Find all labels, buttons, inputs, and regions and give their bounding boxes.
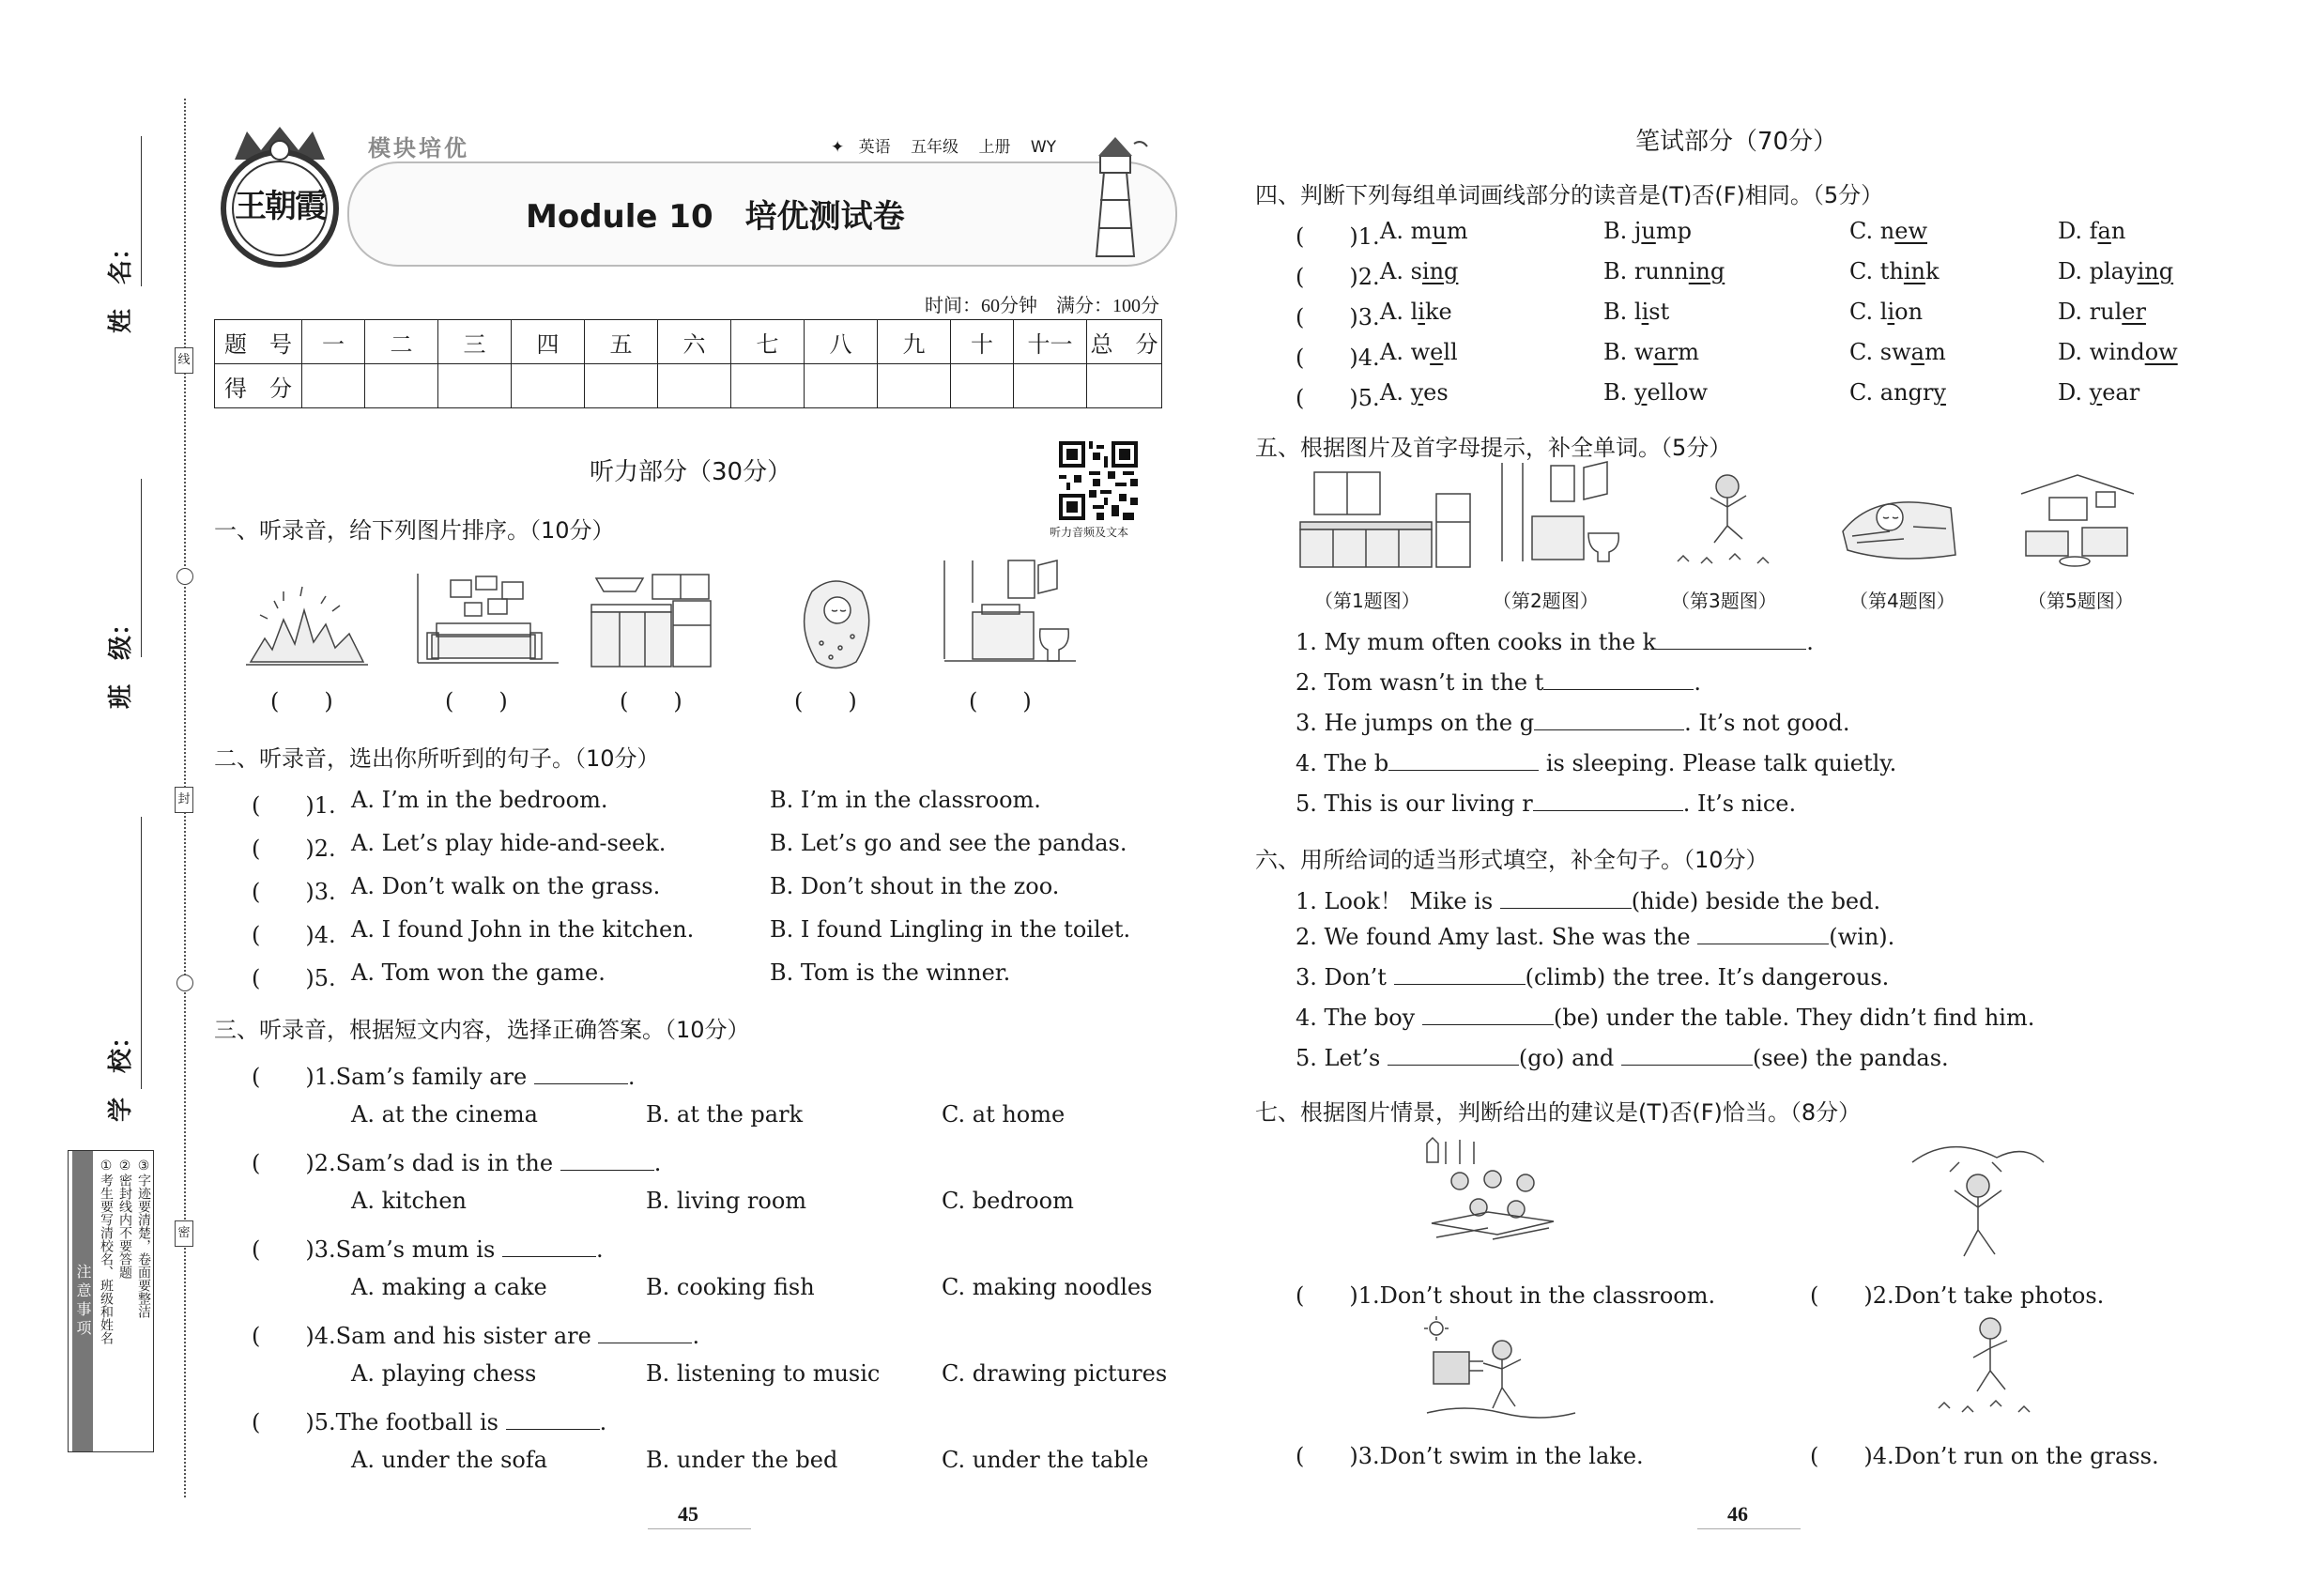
s6-q5-blank-2[interactable] xyxy=(1621,1044,1753,1066)
s4-q4-d-pre: D. wind xyxy=(2058,339,2145,365)
score-col-7: 七 xyxy=(731,320,805,364)
s4-q4-b xyxy=(1603,339,1699,365)
s6-q3 xyxy=(1296,963,1889,990)
s3-q3-end: . xyxy=(595,1236,604,1263)
s4-q4-c-post: m xyxy=(1924,339,1946,365)
s5-q3-blank[interactable] xyxy=(1534,709,1684,730)
binding-margin xyxy=(0,0,191,1596)
qr-code[interactable] xyxy=(1059,441,1138,520)
s4-q4-a-ul: e xyxy=(1430,339,1444,365)
s3-q1-stem xyxy=(252,1058,635,1091)
notice-title: 注意事项 xyxy=(72,1151,93,1451)
s6-q4-post: under the table. They didn’t find him. xyxy=(1605,1005,2035,1031)
s4-q5-a-post: es xyxy=(1423,379,1449,406)
s3-q5-c: C. under the table xyxy=(942,1447,1149,1473)
s5-pic-label-1: （第1题图） xyxy=(1314,590,1420,612)
s4-q1-b-post: mp xyxy=(1655,218,1692,244)
s4-q5-a-pre: A. xyxy=(1380,379,1411,406)
s5-q1-blank[interactable] xyxy=(1656,628,1806,650)
s1-title: 一、听录音，给下列图片排序。（10分） xyxy=(214,517,615,544)
s3-q1-no[interactable]: ( )1. xyxy=(252,1064,336,1090)
s4-q1-c xyxy=(1849,218,1927,244)
seal-dot-2 xyxy=(176,974,193,991)
s4-q5-b xyxy=(1603,379,1708,406)
s5-pic-label-3: （第3题图） xyxy=(1671,590,1777,612)
s7-q4-text: Don’t run on the grass. xyxy=(1894,1443,2159,1469)
s6-q5-hint2: (see) xyxy=(1752,1045,1809,1071)
s6-q1-hint: (hide) xyxy=(1631,888,1699,914)
score-col-11: 十一 xyxy=(1014,320,1087,364)
s4-q4-b-ul: ar xyxy=(1653,339,1679,365)
s4-q2-a-ul: ing xyxy=(1421,258,1459,284)
s3-q2-no[interactable]: ( )2. xyxy=(252,1150,336,1176)
score-cell[interactable] xyxy=(731,364,805,408)
meta-bar xyxy=(831,133,1056,157)
s4-title: 四、判断下列每组单词画线部分的读音是(T)否(F)相同。（5分） xyxy=(1255,182,1884,208)
listening-title: 听力部分（30分） xyxy=(590,458,792,486)
s3-q1-end: . xyxy=(627,1064,636,1090)
s2-title: 二、听录音，选出你所听到的句子。（10分） xyxy=(214,745,660,772)
s6-q5-post: the pandas. xyxy=(1815,1045,1949,1071)
s3-q5-a: A. under the sofa xyxy=(351,1447,548,1473)
s6-q2 xyxy=(1296,923,1894,950)
score-cell[interactable] xyxy=(658,364,731,408)
s2-q4-b: B. I found Lingling in the toilet. xyxy=(770,916,1131,943)
s4-q4-d-ul: ow xyxy=(2144,339,2178,365)
s4-q2-no[interactable]: ( )2. xyxy=(1296,264,1380,290)
s5-q2-post: . xyxy=(1694,669,1702,696)
logo xyxy=(214,122,345,268)
s6-q5-pre: 5. Let’s xyxy=(1296,1045,1381,1071)
meta-subject: 英语 xyxy=(858,138,891,157)
s4-q3-a-post: ke xyxy=(1424,299,1452,325)
s6-q4-pre: 4. The boy xyxy=(1296,1005,1416,1031)
s6-q5-mid: and xyxy=(1572,1045,1615,1071)
s5-q5 xyxy=(1296,790,1796,817)
s6-q5-blank-1[interactable] xyxy=(1388,1044,1519,1066)
s5-q5-blank[interactable] xyxy=(1533,790,1683,811)
s4-q3-c xyxy=(1849,299,1923,325)
s4-q5-d xyxy=(2058,379,2139,406)
s3-q2-b: B. living room xyxy=(646,1188,807,1214)
s7-q2 xyxy=(1810,1277,2104,1310)
seal-dot-1 xyxy=(176,568,193,585)
s7-q2-text: Don’t take photos. xyxy=(1894,1282,2105,1309)
s6-q2-post: . xyxy=(1887,924,1895,950)
s7-q3-text: Don’t swim in the lake. xyxy=(1379,1443,1644,1469)
meta-edition: WY xyxy=(1030,138,1057,157)
s4-q3-a-ul: i xyxy=(1418,299,1425,325)
pic-bathroom xyxy=(935,556,1076,677)
s7-q4 xyxy=(1810,1437,2159,1470)
s4-q2-d-pre: D. play xyxy=(2058,258,2138,284)
s5-q4-post: is sleeping. Please talk quietly. xyxy=(1545,750,1897,776)
s3-q3-stem xyxy=(252,1231,604,1264)
score-col-4: 四 xyxy=(512,320,585,364)
s4-q1-d xyxy=(2058,218,2125,244)
score-cell[interactable] xyxy=(512,364,585,408)
s4-q1-a-ul: u xyxy=(1432,218,1447,244)
s2-q5-a: A. Tom won the game. xyxy=(351,959,606,986)
s1-bracket-2[interactable]: ( ) xyxy=(445,688,508,714)
s1-bracket-5[interactable]: ( ) xyxy=(969,688,1032,714)
pic-living-room xyxy=(399,569,559,676)
s2-q1-b: B. I’m in the classroom. xyxy=(770,787,1041,813)
s4-q5-c xyxy=(1849,379,1946,406)
s5-q4 xyxy=(1296,749,1896,776)
s7-q4-no[interactable]: ( )4. xyxy=(1810,1443,1894,1469)
score-cell[interactable] xyxy=(585,364,658,408)
s7-pic-lake xyxy=(1422,1314,1577,1429)
s5-pic-label-4: （第4题图） xyxy=(1849,590,1955,612)
score-cell[interactable] xyxy=(302,364,365,408)
s2-q2-b: B. Let’s go and see the pandas. xyxy=(770,830,1127,856)
notice-box xyxy=(68,1150,154,1452)
s3-q4-b: B. listening to music xyxy=(646,1360,881,1387)
s3-q1-b: B. at the park xyxy=(646,1101,804,1128)
s4-q3-c-ul: i xyxy=(1887,299,1895,325)
s5-q3-pre: 3. He jumps on the g xyxy=(1296,710,1535,736)
s3-q4-no[interactable]: ( )4. xyxy=(252,1323,336,1349)
s5-q1-post: . xyxy=(1806,629,1814,655)
s5-q3-post: . It’s not good. xyxy=(1684,710,1850,736)
pic-fireworks xyxy=(246,582,368,675)
s4-q1-d-pre: D. f xyxy=(2058,218,2098,244)
logo-text: 王朝霞 xyxy=(235,190,325,224)
s3-q3-c: C. making noodles xyxy=(942,1274,1153,1300)
s3-q5-blank[interactable] xyxy=(506,1408,600,1430)
s1-bracket-1[interactable]: ( ) xyxy=(270,688,333,714)
class-line[interactable] xyxy=(141,479,142,657)
s7-title: 七、根据图片情景，判断给出的建议是(T)否(F)恰当。（8分） xyxy=(1255,1099,1862,1126)
score-col-1: 一 xyxy=(302,320,365,364)
s4-q1-b-pre: B. j xyxy=(1603,218,1642,244)
s6-title: 六、用所给词的适当形式填空，补全句子。（10分） xyxy=(1255,847,1769,873)
s4-q3-d-pre: D. rul xyxy=(2058,299,2123,325)
s4-q4-a-post: ll xyxy=(1443,339,1458,365)
s6-q4-hint: (be) xyxy=(1553,1005,1600,1031)
s4-q4-d xyxy=(2058,339,2178,365)
score-col-8: 八 xyxy=(805,320,878,364)
s4-q2-b-ul: ing xyxy=(1688,258,1725,284)
s3-q5-b: B. under the bed xyxy=(646,1447,838,1473)
s5-q5-post: . It’s nice. xyxy=(1682,790,1797,817)
s3-q2-a: A. kitchen xyxy=(351,1188,468,1214)
s4-q2-d-ul: ing xyxy=(2137,258,2174,284)
s6-q3-blank[interactable] xyxy=(1394,963,1526,985)
s2-q2-a: A. Let’s play hide-and-seek. xyxy=(351,830,667,856)
notice-item-2: ②密封线内不要答题 xyxy=(117,1159,132,1279)
score-cell[interactable] xyxy=(951,364,1014,408)
s4-q3-b-ul: i xyxy=(1641,299,1649,325)
page-title: Module 10 培优测试卷 xyxy=(526,198,905,236)
s4-q5-d-ul: y xyxy=(2089,379,2103,406)
s4-q4-c-pre: C. sw xyxy=(1849,339,1911,365)
s4-q5-b-post: ellow xyxy=(1647,379,1709,406)
s2-q2-no[interactable]: ( )2. xyxy=(252,836,336,862)
s4-q3-c-post: on xyxy=(1894,299,1924,325)
score-table-header-row xyxy=(215,320,1162,364)
page-ornament-left xyxy=(648,1528,751,1529)
s3-q4-stem xyxy=(252,1317,699,1350)
sparkle-icon: ✦ xyxy=(831,138,845,157)
name-label: 姓 名： xyxy=(107,235,135,333)
s4-q4-b-pre: B. w xyxy=(1603,339,1654,365)
s3-q1-a: A. at the cinema xyxy=(351,1101,538,1128)
s3-q4-a: A. playing chess xyxy=(351,1360,537,1387)
s3-q2-text: Sam’s dad is in the xyxy=(335,1150,554,1176)
score-col-2: 二 xyxy=(365,320,438,364)
s4-q2-c-post: k xyxy=(1925,258,1940,284)
s4-q5-a-ul: y xyxy=(1410,379,1424,406)
s5-pic-living-room xyxy=(2016,466,2139,575)
s2-q1-a: A. I’m in the bedroom. xyxy=(351,787,608,813)
s3-q3-blank[interactable] xyxy=(502,1235,596,1257)
score-row2-label: 得 分 xyxy=(215,364,302,408)
s4-q5-d-pre: D. xyxy=(2058,379,2090,406)
s5-q2-blank[interactable] xyxy=(1543,668,1694,690)
page-ornament-right xyxy=(1697,1528,1801,1529)
school-label: 学 校： xyxy=(107,1023,135,1122)
s5-pic-baby-bed xyxy=(1838,475,1960,573)
score-col-total: 总 分 xyxy=(1087,320,1162,364)
s5-pic-bathroom xyxy=(1495,458,1635,575)
s5-q4-pre: 4. The b xyxy=(1296,750,1389,776)
s3-q1-text: Sam’s family are xyxy=(335,1064,528,1090)
cut-mark-xian: 线 xyxy=(175,347,193,374)
s4-q1-a-post: m xyxy=(1446,218,1468,244)
s4-q2-c-pre: C. th xyxy=(1849,258,1904,284)
s7-q1-no[interactable]: ( )1. xyxy=(1296,1282,1380,1309)
class-label: 班 级： xyxy=(107,610,135,709)
score-cell[interactable] xyxy=(365,364,438,408)
score-cell[interactable] xyxy=(1087,364,1162,408)
s6-q4 xyxy=(1296,1004,2034,1031)
s3-q3-a: A. making a cake xyxy=(351,1274,547,1300)
s4-q1-a xyxy=(1380,218,1468,244)
s5-pic-grass-jump xyxy=(1673,468,1786,575)
s6-q2-hint: (win) xyxy=(1829,924,1888,950)
s4-q5-no[interactable]: ( )5. xyxy=(1296,385,1380,411)
s6-q1 xyxy=(1296,882,1880,915)
s2-q3-b: B. Don’t shout in the zoo. xyxy=(770,873,1060,899)
s6-q4-blank[interactable] xyxy=(1422,1004,1554,1025)
s4-q5-b-pre: B. xyxy=(1603,379,1634,406)
s3-q3-no[interactable]: ( )3. xyxy=(252,1236,336,1263)
s4-q4-c-ul: a xyxy=(1910,339,1924,365)
s4-q3-a-pre: A. l xyxy=(1380,299,1418,325)
series-label: 模块培优 xyxy=(368,135,469,161)
score-col-5: 五 xyxy=(585,320,658,364)
pic-kitchen xyxy=(587,567,718,676)
s3-q4-text: Sam and his sister are xyxy=(335,1323,591,1349)
s4-q5-a xyxy=(1380,379,1449,406)
s6-q1-pre: 1. Look！ Mike is xyxy=(1296,888,1494,914)
s7-q2-no[interactable]: ( )2. xyxy=(1810,1282,1894,1309)
s5-pic-label-2: （第2题图） xyxy=(1493,590,1599,612)
s4-q1-no[interactable]: ( )1. xyxy=(1296,223,1380,250)
s4-q1-d-post: n xyxy=(2110,218,2126,244)
s7-q3 xyxy=(1296,1437,1644,1470)
s3-q5-stem xyxy=(252,1404,606,1436)
notice-item-3: ③字迹要清楚，卷面要整洁 xyxy=(136,1159,151,1318)
s6-q3-pre: 3. Don’t xyxy=(1296,964,1387,990)
score-cell[interactable] xyxy=(438,364,512,408)
s4-q3-d xyxy=(2058,299,2146,325)
score-col-10: 十 xyxy=(951,320,1014,364)
s4-q3-c-pre: C. l xyxy=(1849,299,1888,325)
s7-pic-grass-run xyxy=(1934,1314,2047,1429)
s5-title: 五、根据图片及首字母提示，补全单词。（5分） xyxy=(1255,435,1732,461)
s4-q2-b xyxy=(1603,258,1725,284)
s6-q1-post: beside the bed. xyxy=(1705,888,1881,914)
name-line[interactable] xyxy=(141,136,142,286)
s3-q5-text: The football is xyxy=(335,1409,498,1435)
s2-q3-no[interactable]: ( )3. xyxy=(252,879,336,905)
s6-q3-post: the tree. It’s dangerous. xyxy=(1612,964,1890,990)
s2-q1-no[interactable]: ( )1. xyxy=(252,792,336,819)
s3-q5-end: . xyxy=(599,1409,607,1435)
s4-q3-b-post: st xyxy=(1648,299,1670,325)
s7-q1 xyxy=(1296,1277,1715,1310)
s4-q2-d xyxy=(2058,258,2173,284)
s2-q4-no[interactable]: ( )4. xyxy=(252,922,336,948)
s5-q4-blank[interactable] xyxy=(1388,749,1539,771)
s6-q1-blank[interactable] xyxy=(1500,887,1632,909)
s2-q4-a: A. I found John in the kitchen. xyxy=(351,916,695,943)
s4-q5-c-ul: y xyxy=(1933,379,1946,406)
s6-q2-pre: 2. We found Amy last. She was the xyxy=(1296,924,1691,950)
meta-term: 上册 xyxy=(978,138,1011,157)
notice-item-1: ①考生要写清校名、班级和姓名 xyxy=(99,1159,114,1344)
s6-q3-hint: (climb) xyxy=(1525,964,1606,990)
s4-q4-a xyxy=(1380,339,1458,365)
s4-q2-b-pre: B. runn xyxy=(1603,258,1689,284)
s5-q1 xyxy=(1296,628,1814,655)
s4-q2-a xyxy=(1380,258,1458,284)
s3-q1-blank[interactable] xyxy=(534,1063,628,1084)
s4-q4-a-pre: A. w xyxy=(1380,339,1431,365)
score-cell[interactable] xyxy=(805,364,878,408)
score-col-6: 六 xyxy=(658,320,731,364)
s4-q1-a-pre: A. m xyxy=(1380,218,1433,244)
score-cell[interactable] xyxy=(1014,364,1087,408)
school-line[interactable] xyxy=(141,817,142,1089)
cut-mark-mi: 密 xyxy=(175,1220,193,1247)
s2-q5-no[interactable]: ( )5. xyxy=(252,965,336,991)
score-col-3: 三 xyxy=(438,320,512,364)
s3-q4-blank[interactable] xyxy=(598,1322,692,1343)
s4-q3-a xyxy=(1380,299,1452,325)
s4-q1-c-pre: C. n xyxy=(1849,218,1895,244)
s5-q2-pre: 2. Tom wasn’t in the t xyxy=(1296,669,1544,696)
score-table xyxy=(214,319,1162,408)
s6-q2-blank[interactable] xyxy=(1697,923,1829,944)
qr-caption: 听力音频及文本 xyxy=(1050,526,1129,539)
s2-q5-b: B. Tom is the winner. xyxy=(770,959,1011,986)
page-number-left: 45 xyxy=(678,1502,698,1526)
s5-pic-label-5: （第5题图） xyxy=(2028,590,2134,612)
s4-q2-c-ul: in xyxy=(1903,258,1926,284)
s4-q1-c-ul: ew xyxy=(1894,218,1927,244)
s5-q2 xyxy=(1296,668,1701,696)
s3-q4-end: . xyxy=(692,1323,700,1349)
lighthouse-icon xyxy=(1078,130,1153,265)
s4-q3-no[interactable]: ( )3. xyxy=(1296,304,1380,330)
s4-q5-b-ul: y xyxy=(1633,379,1648,406)
score-table-score-row xyxy=(215,364,1162,408)
pic-sleeping-baby xyxy=(789,573,882,678)
time-info: 时间：60分钟 满分：100分 xyxy=(925,296,1159,316)
s3-q4-c: C. drawing pictures xyxy=(942,1360,1168,1387)
s4-q1-b-ul: u xyxy=(1641,218,1656,244)
written-title: 笔试部分（70分） xyxy=(1635,128,1838,156)
s3-title: 三、听录音，根据短文内容，选择正确答案。（10分） xyxy=(214,1017,750,1043)
s4-q2-a-pre: A. s xyxy=(1380,258,1422,284)
s5-q3 xyxy=(1296,709,1849,736)
s3-q2-stem xyxy=(252,1144,661,1177)
s5-q1-pre: 1. My mum often cooks in the k xyxy=(1296,629,1657,655)
s4-q4-no[interactable]: ( )4. xyxy=(1296,345,1380,371)
s7-pic-classroom xyxy=(1422,1134,1572,1255)
s2-q3-a: A. Don’t walk on the grass. xyxy=(351,873,661,899)
s4-q1-b xyxy=(1603,218,1692,244)
s3-q1-c: C. at home xyxy=(942,1101,1066,1128)
s3-q2-end: . xyxy=(653,1150,662,1176)
page-number-right: 46 xyxy=(1727,1502,1748,1526)
cut-mark-feng: 封 xyxy=(175,787,193,813)
s4-q4-c xyxy=(1849,339,1946,365)
meta-grade: 五年级 xyxy=(911,138,959,157)
s3-q2-c: C. bedroom xyxy=(942,1188,1074,1214)
s5-q5-pre: 5. This is our living r xyxy=(1296,790,1533,817)
s3-q5-no[interactable]: ( )5. xyxy=(252,1409,336,1435)
s1-bracket-4[interactable]: ( ) xyxy=(794,688,857,714)
s1-bracket-3[interactable]: ( ) xyxy=(620,688,682,714)
score-row1-label: 题 号 xyxy=(215,320,302,364)
score-cell[interactable] xyxy=(878,364,951,408)
s6-q5-hint: (go) xyxy=(1518,1045,1565,1071)
s4-q2-c xyxy=(1849,258,1940,284)
score-col-9: 九 xyxy=(878,320,951,364)
s3-q3-b: B. cooking fish xyxy=(646,1274,815,1300)
s4-q5-d-post: ear xyxy=(2102,379,2140,406)
s7-q1-text: Don’t shout in the classroom. xyxy=(1379,1282,1716,1309)
s4-q1-d-ul: a xyxy=(2097,218,2111,244)
s4-q3-b-pre: B. l xyxy=(1603,299,1642,325)
s6-q5 xyxy=(1296,1044,1949,1071)
s4-q4-b-post: m xyxy=(1678,339,1699,365)
s3-q3-text: Sam’s mum is xyxy=(335,1236,496,1263)
s7-q3-no[interactable]: ( )3. xyxy=(1296,1443,1380,1469)
s4-q5-c-pre: C. angr xyxy=(1849,379,1934,406)
s4-q3-b xyxy=(1603,299,1669,325)
s3-q2-blank[interactable] xyxy=(560,1149,654,1171)
s7-pic-diver xyxy=(1908,1134,2048,1269)
s5-pic-kitchen xyxy=(1296,468,1474,575)
s4-q3-d-ul: er xyxy=(2122,299,2146,325)
